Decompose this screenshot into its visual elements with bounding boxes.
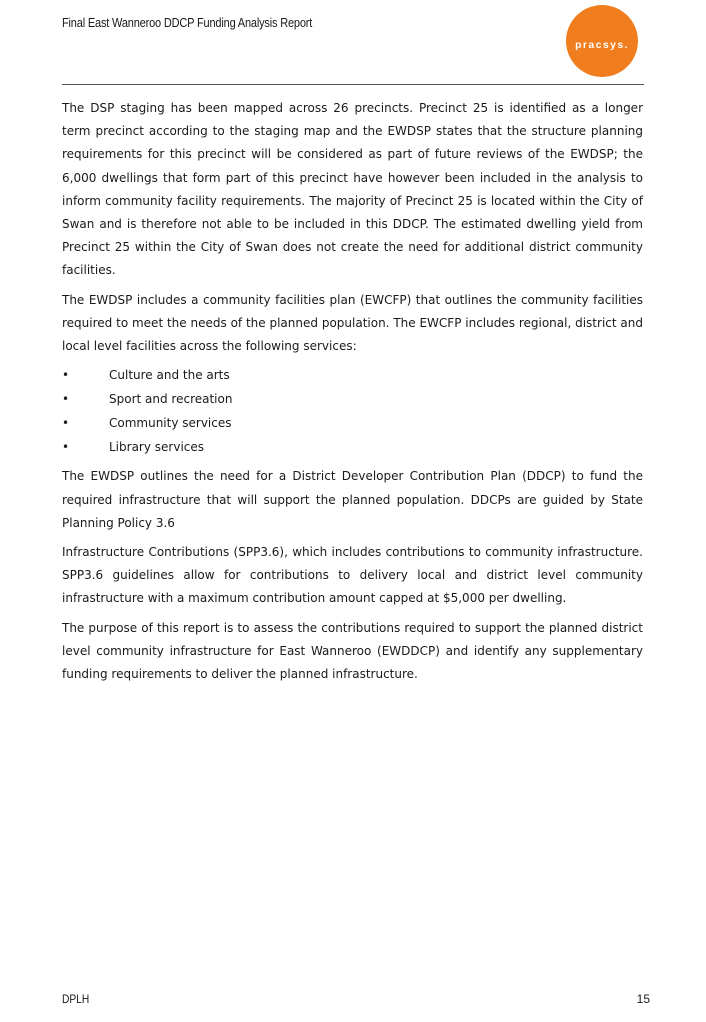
list-item-text: Community services [109,415,232,430]
bullet-icon: • [62,368,70,383]
paragraph-ddcp-need: The EWDSP outlines the need for a District Developer Contribution Plan (DDCP) to fund the required infrastructure that will support the planned population. DDCPs are guided by State Planning Policy 3.6 [62,469,643,530]
list-item-text: Sport and recreation [109,392,233,407]
report-body [62,97,643,692]
list-item [62,388,643,412]
header-divider [62,84,644,85]
list-item [62,364,643,388]
logo-text: pracsys. [575,39,629,51]
bullet-icon: • [62,392,70,407]
list-item-text: Library services [109,439,205,454]
paragraph-precinct-staging: The DSP staging has been mapped across 26 precincts. Precinct 25 is identified as a longer term precinct according to the staging map and the EWDSP states that the structure planning requirements for this precinct will be considered as part of future reviews of the EWDSP; the 6,000 dwellings that form part of this precinct have however been included in the analysis to inform community facility requirements. The majority of Precinct 25 is located within the City of Swan and is therefore not able to be included in this DDCP. The estimated dwelling yield from Precinct 25 within the City of Swan does not create the need for additional district community facilities. [62,101,643,278]
pracsys-logo [566,5,638,77]
document-header-title: Final East Wanneroo DDCP Funding Analysis Report [62,16,313,30]
bullet-icon: • [62,415,70,430]
page-number: 15 [636,992,650,1006]
paragraph-community-facilities-plan: The EWDSP includes a community facilities plan (EWCFP) that outlines the community facilities required to meet the needs of the planned population. The EWCFP includes regional, district and local level facilities across the following services: [62,292,643,354]
list-item-text: Culture and the arts [109,368,230,383]
list-item [62,412,643,436]
paragraph-report-purpose: The purpose of this report is to assess the contributions required to support the planned district level community infrastructure for East Wanneroo (EWDDCP) and identify any supplementary funding requirements to deliver the planned infrastructure. [62,620,643,682]
paragraph-spp36: Infrastructure Contributions (SPP3.6), which includes contributions to community infrastructure. SPP3.6 guidelines allow for contributions to delivery local and district level community infrastructure with a maximum contribution amount capped at $5,000 per dwelling. [62,545,643,606]
footer-organisation: DPLH [62,992,90,1006]
list-item [62,436,643,460]
bullet-icon: • [62,439,70,454]
services-list [62,364,643,459]
